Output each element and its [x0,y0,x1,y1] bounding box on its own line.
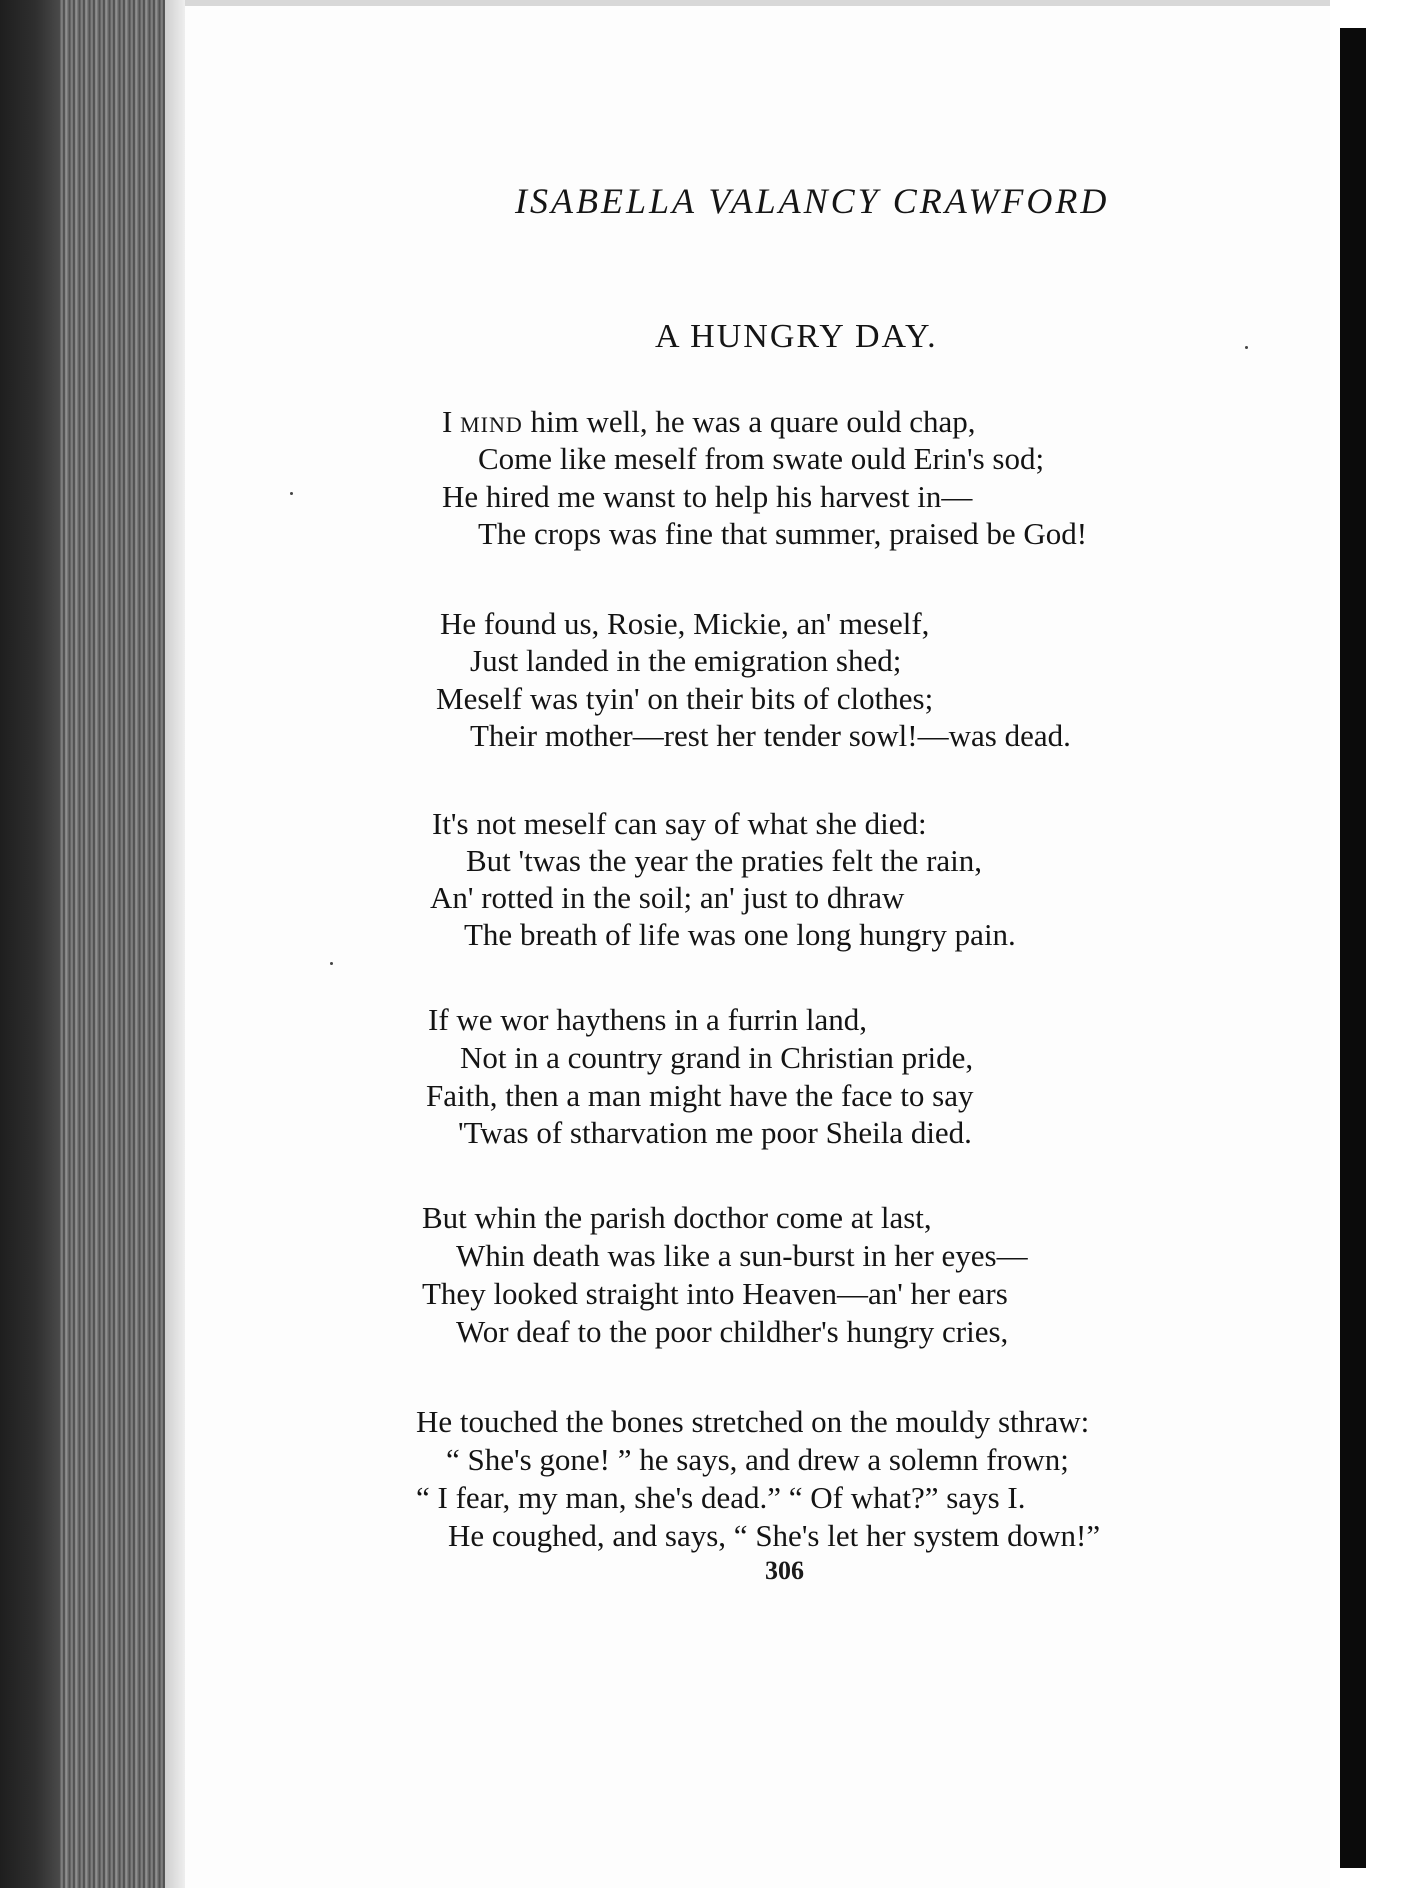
binding-bar [1340,28,1366,1868]
poem-line: 'Twas of stharvation me poor Sheila died. [458,1115,972,1150]
poem-line: Their mother—rest her tender sowl!—was dead. [470,718,1071,753]
poem-line: He found us, Rosie, Mickie, an' meself, [440,606,930,641]
running-head: ISABELLA VALANCY CRAWFORD [515,181,1110,221]
poem-line: “ I fear, my man, she's dead.” “ Of what?” says I. [416,1480,1026,1515]
poem-line: Wor deaf to the poor childher's hungry cries, [456,1314,1009,1349]
right-binding [1330,0,1424,1888]
poem-line: It's not meself can say of what she died: [432,806,927,841]
line-smallcaps: mind [460,404,523,439]
poem-line: The breath of life was one long hungry pain. [464,917,1016,952]
poem-line: An' rotted in the soil; an' just to dhraw [430,880,905,915]
poem-line: If we wor haythens in a furrin land, [428,1002,868,1037]
line-text: him well, he was a quare ould chap, [522,404,976,439]
page-edge-shadow [0,0,60,1888]
poem-title: A HUNGRY DAY. [655,318,938,355]
paper-speck [1245,346,1248,349]
paper-speck [290,492,293,495]
paper-speck [330,962,333,965]
poem-line: The crops was fine that summer, praised be God! [478,516,1088,551]
poem-line: Meself was tyin' on their bits of clothes; [436,681,934,716]
poem-line: But 'twas the year the praties felt the rain, [466,843,983,878]
poem-line: He touched the bones stretched on the mouldy sthraw: [416,1404,1090,1439]
poem-line: Come like meself from swate ould Erin's sod; [478,441,1045,476]
poem-line: He hired me wanst to help his harvest in— [442,479,973,514]
poem-line [442,404,976,440]
page-edge [0,0,185,1888]
poem-line: Faith, then a man might have the face to say [426,1078,974,1113]
poem-line: Not in a country grand in Christian pride, [460,1040,974,1075]
page-number: 306 [765,1556,804,1585]
poem-line: He coughed, and says, “ She's let her system down!” [448,1518,1101,1553]
line-lead: I [442,404,461,439]
poem-line: “ She's gone! ” he says, and drew a solemn frown; [446,1442,1069,1477]
poem-line: Just landed in the emigration shed; [470,643,902,678]
poem-line: Whin death was like a sun-burst in her eyes— [456,1238,1028,1273]
poem-line: But whin the parish docthor come at last, [422,1200,932,1235]
poem-line: They looked straight into Heaven—an' her ears [422,1276,1008,1311]
